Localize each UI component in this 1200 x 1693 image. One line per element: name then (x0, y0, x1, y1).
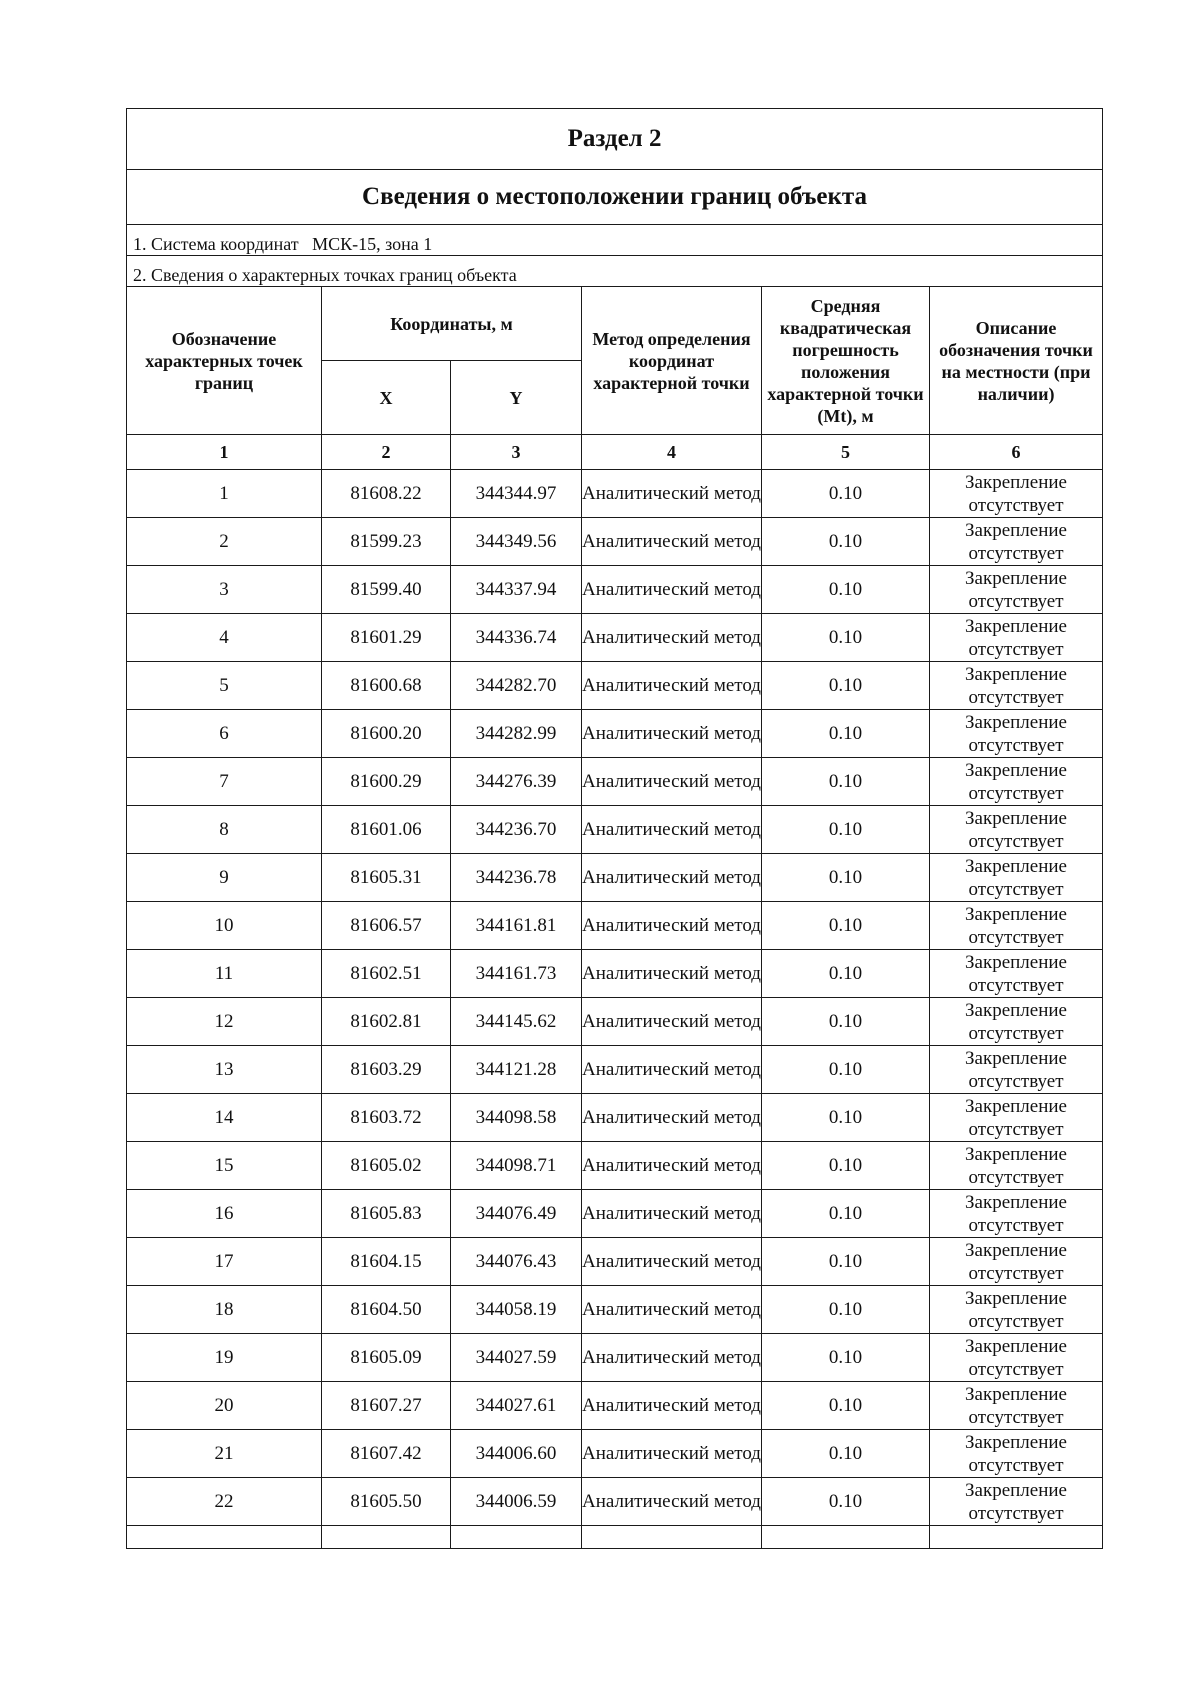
method-cell: Аналитический метод (582, 1238, 762, 1286)
y-coordinate-cell: 344027.61 (451, 1382, 582, 1430)
error-cell: 0.10 (762, 1046, 930, 1094)
description-cell: Закрепление отсутствует (930, 1238, 1103, 1286)
error-cell: 0.10 (762, 758, 930, 806)
method-cell: Аналитический метод (582, 662, 762, 710)
method-cell: Аналитический метод (582, 998, 762, 1046)
point-number-cell: 4 (127, 614, 322, 662)
method-cell: Аналитический метод (582, 806, 762, 854)
y-coordinate-cell: 344006.60 (451, 1430, 582, 1478)
description-cell: Закрепление отсутствует (930, 1190, 1103, 1238)
method-cell: Аналитический метод (582, 566, 762, 614)
y-coordinate-cell: 344282.70 (451, 662, 582, 710)
error-cell: 0.10 (762, 1382, 930, 1430)
description-cell: Закрепление отсутствует (930, 806, 1103, 854)
document-heading: Сведения о местоположении границ объекта (127, 170, 1103, 225)
description-cell: Закрепление отсутствует (930, 614, 1103, 662)
boundary-points-table (126, 108, 1103, 1549)
point-number-cell: 5 (127, 662, 322, 710)
header-method: Метод определения координат характерной точки (582, 287, 762, 435)
method-cell: Аналитический метод (582, 1478, 762, 1526)
header-description: Описание обозначения точки на местности (при наличии) (930, 287, 1103, 435)
method-cell: Аналитический метод (582, 1382, 762, 1430)
description-cell: Закрепление отсутствует (930, 710, 1103, 758)
description-cell: Закрепление отсутствует (930, 758, 1103, 806)
error-cell: 0.10 (762, 1286, 930, 1334)
x-coordinate-cell: 81600.20 (322, 710, 451, 758)
column-number: 3 (451, 435, 582, 470)
column-number: 2 (322, 435, 451, 470)
column-number: 1 (127, 435, 322, 470)
x-coordinate-cell: 81602.81 (322, 998, 451, 1046)
error-cell: 0.10 (762, 470, 930, 518)
empty-cell (322, 1526, 451, 1549)
point-number-cell: 15 (127, 1142, 322, 1190)
y-coordinate-cell: 344282.99 (451, 710, 582, 758)
table-row (127, 470, 1103, 518)
y-coordinate-cell: 344236.70 (451, 806, 582, 854)
coordinate-system-line: 1. Система координат МСК-15, зона 1 (127, 225, 1103, 256)
column-number: 5 (762, 435, 930, 470)
description-cell: Закрепление отсутствует (930, 1382, 1103, 1430)
empty-cell (451, 1526, 582, 1549)
y-coordinate-cell: 344027.59 (451, 1334, 582, 1382)
error-cell: 0.10 (762, 518, 930, 566)
y-coordinate-cell: 344236.78 (451, 854, 582, 902)
error-cell: 0.10 (762, 1094, 930, 1142)
description-cell: Закрепление отсутствует (930, 662, 1103, 710)
x-coordinate-cell: 81606.57 (322, 902, 451, 950)
method-cell: Аналитический метод (582, 902, 762, 950)
table-row (127, 1478, 1103, 1526)
header-y: Y (451, 361, 582, 435)
point-number-cell: 12 (127, 998, 322, 1046)
x-coordinate-cell: 81607.42 (322, 1430, 451, 1478)
y-coordinate-cell: 344349.56 (451, 518, 582, 566)
table-row (127, 1142, 1103, 1190)
point-number-cell: 3 (127, 566, 322, 614)
y-coordinate-cell: 344276.39 (451, 758, 582, 806)
method-cell: Аналитический метод (582, 710, 762, 758)
table-row (127, 518, 1103, 566)
column-number: 6 (930, 435, 1103, 470)
y-coordinate-cell: 344076.43 (451, 1238, 582, 1286)
point-number-cell: 18 (127, 1286, 322, 1334)
error-cell: 0.10 (762, 806, 930, 854)
point-number-cell: 17 (127, 1238, 322, 1286)
point-number-cell: 16 (127, 1190, 322, 1238)
description-cell: Закрепление отсутствует (930, 1334, 1103, 1382)
x-coordinate-cell: 81607.27 (322, 1382, 451, 1430)
points-caption: 2. Сведения о характерных точках границ объекта (127, 256, 1103, 287)
x-coordinate-cell: 81600.68 (322, 662, 451, 710)
method-cell: Аналитический метод (582, 950, 762, 998)
table-row (127, 1430, 1103, 1478)
method-cell: Аналитический метод (582, 518, 762, 566)
y-coordinate-cell: 344098.71 (451, 1142, 582, 1190)
x-coordinate-cell: 81602.51 (322, 950, 451, 998)
description-cell: Закрепление отсутствует (930, 902, 1103, 950)
y-coordinate-cell: 344076.49 (451, 1190, 582, 1238)
table-row (127, 662, 1103, 710)
point-number-cell: 6 (127, 710, 322, 758)
empty-cell (930, 1526, 1103, 1549)
description-cell: Закрепление отсутствует (930, 518, 1103, 566)
x-coordinate-cell: 81603.72 (322, 1094, 451, 1142)
error-cell: 0.10 (762, 1334, 930, 1382)
error-cell: 0.10 (762, 854, 930, 902)
error-cell: 0.10 (762, 614, 930, 662)
table-row (127, 950, 1103, 998)
y-coordinate-cell: 344337.94 (451, 566, 582, 614)
x-coordinate-cell: 81599.23 (322, 518, 451, 566)
table-row (127, 902, 1103, 950)
description-cell: Закрепление отсутствует (930, 470, 1103, 518)
empty-cell (127, 1526, 322, 1549)
description-cell: Закрепление отсутствует (930, 1286, 1103, 1334)
x-coordinate-cell: 81600.29 (322, 758, 451, 806)
x-coordinate-cell: 81605.83 (322, 1190, 451, 1238)
error-cell: 0.10 (762, 1430, 930, 1478)
empty-cell (582, 1526, 762, 1549)
description-cell: Закрепление отсутствует (930, 854, 1103, 902)
y-coordinate-cell: 344161.73 (451, 950, 582, 998)
x-coordinate-cell: 81605.09 (322, 1334, 451, 1382)
y-coordinate-cell: 344006.59 (451, 1478, 582, 1526)
error-cell: 0.10 (762, 710, 930, 758)
error-cell: 0.10 (762, 902, 930, 950)
point-number-cell: 11 (127, 950, 322, 998)
description-cell: Закрепление отсутствует (930, 1142, 1103, 1190)
method-cell: Аналитический метод (582, 1046, 762, 1094)
method-cell: Аналитический метод (582, 758, 762, 806)
x-coordinate-cell: 81599.40 (322, 566, 451, 614)
header-coordinates: Координаты, м (322, 287, 582, 361)
x-coordinate-cell: 81604.15 (322, 1238, 451, 1286)
table-row (127, 1334, 1103, 1382)
table-row (127, 710, 1103, 758)
x-coordinate-cell: 81603.29 (322, 1046, 451, 1094)
point-number-cell: 20 (127, 1382, 322, 1430)
empty-cell (762, 1526, 930, 1549)
y-coordinate-cell: 344344.97 (451, 470, 582, 518)
description-cell: Закрепление отсутствует (930, 1478, 1103, 1526)
point-number-cell: 19 (127, 1334, 322, 1382)
method-cell: Аналитический метод (582, 1190, 762, 1238)
description-cell: Закрепление отсутствует (930, 998, 1103, 1046)
column-numbers-row (127, 435, 1103, 470)
column-number: 4 (582, 435, 762, 470)
table-row (127, 1046, 1103, 1094)
table-row (127, 614, 1103, 662)
point-number-cell: 14 (127, 1094, 322, 1142)
description-cell: Закрепление отсутствует (930, 1094, 1103, 1142)
header-designation: Обозначение характерных точек границ (127, 287, 322, 435)
method-cell: Аналитический метод (582, 470, 762, 518)
table-row (127, 854, 1103, 902)
section-title: Раздел 2 (127, 109, 1103, 170)
point-number-cell: 21 (127, 1430, 322, 1478)
y-coordinate-cell: 344058.19 (451, 1286, 582, 1334)
error-cell: 0.10 (762, 662, 930, 710)
method-cell: Аналитический метод (582, 1094, 762, 1142)
y-coordinate-cell: 344161.81 (451, 902, 582, 950)
description-cell: Закрепление отсутствует (930, 566, 1103, 614)
table-row (127, 806, 1103, 854)
error-cell: 0.10 (762, 1190, 930, 1238)
table-row (127, 758, 1103, 806)
error-cell: 0.10 (762, 1478, 930, 1526)
error-cell: 0.10 (762, 950, 930, 998)
x-coordinate-cell: 81601.29 (322, 614, 451, 662)
error-cell: 0.10 (762, 566, 930, 614)
table-row (127, 1190, 1103, 1238)
method-cell: Аналитический метод (582, 1430, 762, 1478)
header-x: X (322, 361, 451, 435)
y-coordinate-cell: 344098.58 (451, 1094, 582, 1142)
point-number-cell: 22 (127, 1478, 322, 1526)
x-coordinate-cell: 81605.50 (322, 1478, 451, 1526)
method-cell: Аналитический метод (582, 1334, 762, 1382)
x-coordinate-cell: 81601.06 (322, 806, 451, 854)
x-coordinate-cell: 81608.22 (322, 470, 451, 518)
point-number-cell: 9 (127, 854, 322, 902)
x-coordinate-cell: 81604.50 (322, 1286, 451, 1334)
y-coordinate-cell: 344336.74 (451, 614, 582, 662)
method-cell: Аналитический метод (582, 1286, 762, 1334)
table-row (127, 566, 1103, 614)
table-row (127, 1238, 1103, 1286)
description-cell: Закрепление отсутствует (930, 950, 1103, 998)
y-coordinate-cell: 344145.62 (451, 998, 582, 1046)
x-coordinate-cell: 81605.31 (322, 854, 451, 902)
point-number-cell: 13 (127, 1046, 322, 1094)
error-cell: 0.10 (762, 1238, 930, 1286)
x-coordinate-cell: 81605.02 (322, 1142, 451, 1190)
y-coordinate-cell: 344121.28 (451, 1046, 582, 1094)
empty-row (127, 1526, 1103, 1549)
table-row (127, 1382, 1103, 1430)
method-cell: Аналитический метод (582, 854, 762, 902)
description-cell: Закрепление отсутствует (930, 1046, 1103, 1094)
description-cell: Закрепление отсутствует (930, 1430, 1103, 1478)
point-number-cell: 1 (127, 470, 322, 518)
point-number-cell: 7 (127, 758, 322, 806)
method-cell: Аналитический метод (582, 1142, 762, 1190)
table-row (127, 1286, 1103, 1334)
table-row (127, 1094, 1103, 1142)
method-cell: Аналитический метод (582, 614, 762, 662)
error-cell: 0.10 (762, 1142, 930, 1190)
header-error: Средняя квадратическая погрешность положения характерной точки (Mt), м (762, 287, 930, 435)
point-number-cell: 10 (127, 902, 322, 950)
point-number-cell: 8 (127, 806, 322, 854)
table-row (127, 998, 1103, 1046)
error-cell: 0.10 (762, 998, 930, 1046)
point-number-cell: 2 (127, 518, 322, 566)
